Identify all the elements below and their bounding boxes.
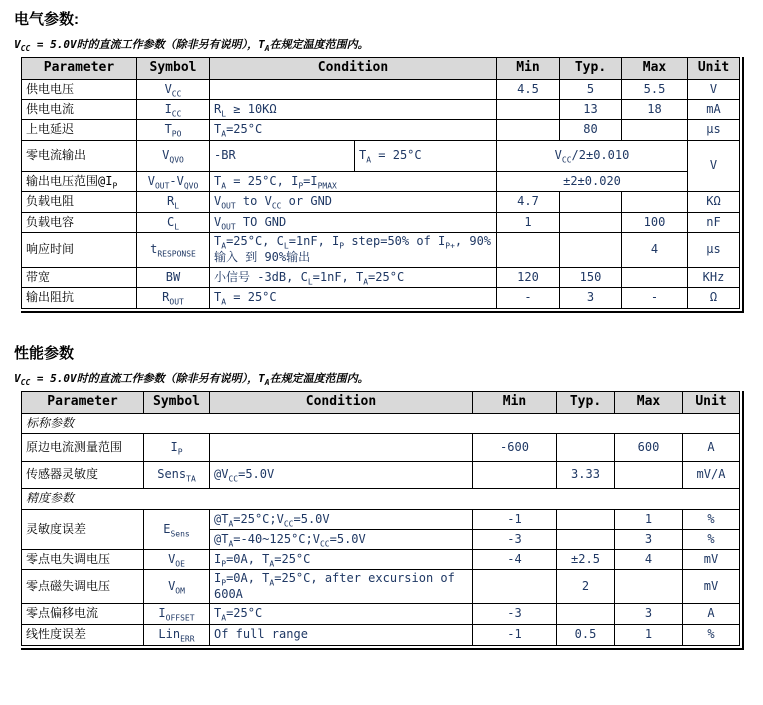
- max-cell: [615, 462, 683, 489]
- symbol-cell: Sens$_{TA}$: [144, 462, 210, 489]
- condition-cell: $R_L \ge 10K\Omega$: [210, 100, 497, 120]
- min-cell: -3: [473, 604, 557, 625]
- condition-cell: $T_A = 25^\circ C$: [355, 141, 497, 172]
- col-header-typ: Typ.: [560, 58, 622, 80]
- subsection-label: 标称参数: [22, 414, 740, 434]
- symbol-cell: $R_L$: [137, 192, 210, 213]
- table-header-row: [22, 392, 740, 414]
- min-cell: [497, 100, 560, 120]
- param-cell: 供电电流: [22, 100, 137, 120]
- max-cell: 5.5: [622, 80, 688, 100]
- table-row: [22, 268, 740, 288]
- symbol-cell: $I_{OFFSET}$: [144, 604, 210, 625]
- table-row: [22, 604, 740, 625]
- param-cell: 原边电流测量范围: [22, 434, 144, 462]
- condition-cell: $@T_A=-40\sim 125^\circ C;V_{CC}=5.0V$: [210, 530, 473, 550]
- condition-cell: $@V_{CC}=5.0V$: [210, 462, 473, 489]
- min-cell: [497, 120, 560, 141]
- section-subtitle-electrical: $V_{CC} = 5.0V$时的直流工作参数（除非另有说明），$T_A$在规定温度范围内。: [14, 38, 369, 54]
- param-cell: 输出电压范围$@I_P$: [22, 172, 137, 192]
- max-cell: [622, 192, 688, 213]
- table-row: [22, 100, 740, 120]
- col-header-min: Min: [497, 58, 560, 80]
- max-cell: [622, 120, 688, 141]
- param-cell: 输出阻抗: [22, 288, 137, 309]
- param-cell: 响应时间: [22, 233, 137, 268]
- max-cell: -: [622, 288, 688, 309]
- max-cell: [622, 268, 688, 288]
- col-header-symbol: Symbol: [137, 58, 210, 80]
- table-row: [22, 570, 740, 604]
- max-cell: 1: [615, 625, 683, 646]
- param-cell: 上电延迟: [22, 120, 137, 141]
- subsection-row-nominal: [22, 414, 740, 434]
- performance-parameters-table: [21, 391, 740, 646]
- table-row: [22, 625, 740, 646]
- min-cell: -: [497, 288, 560, 309]
- symbol-cell: $I_{CC}$: [137, 100, 210, 120]
- typ-cell: 3.33: [557, 462, 615, 489]
- unit-cell: Ω: [688, 288, 740, 309]
- unit-cell: mV: [683, 550, 740, 570]
- condition-cell: $V_{OUT}$ TO GND: [210, 213, 497, 233]
- unit-cell: V: [688, 80, 740, 100]
- typ-cell: 0.5: [557, 625, 615, 646]
- symbol-cell: BW: [137, 268, 210, 288]
- min-cell: -1: [473, 510, 557, 530]
- condition-cell: $T_A = 25^\circ C$: [210, 288, 497, 309]
- electrical-parameters-table: [21, 57, 740, 309]
- typ-cell: 13: [560, 100, 622, 120]
- typ-cell: 2: [557, 570, 615, 604]
- symbol-cell: Lin$_{ERR}$: [144, 625, 210, 646]
- symbol-cell: $t_{RESPONSE}$: [137, 233, 210, 268]
- min-cell: [473, 462, 557, 489]
- typ-cell: [557, 604, 615, 625]
- table-row: [22, 120, 740, 141]
- condition-cell: Of full range: [210, 625, 473, 646]
- typ-cell: 150: [560, 268, 622, 288]
- symbol-cell: $R_{OUT}$: [137, 288, 210, 309]
- param-cell: 负载电容: [22, 213, 137, 233]
- table-row: [22, 550, 740, 570]
- col-header-typ: Typ.: [557, 392, 615, 414]
- unit-cell: A: [683, 604, 740, 625]
- param-cell: 零点电失调电压: [22, 550, 144, 570]
- unit-cell: V: [688, 141, 740, 192]
- min-cell: -3: [473, 530, 557, 550]
- table-row: [22, 192, 740, 213]
- unit-cell: µs: [688, 233, 740, 268]
- max-cell: 1: [615, 510, 683, 530]
- param-cell: 供电电压: [22, 80, 137, 100]
- condition-cell: $@T_A=25^\circ C;V_{CC}=5.0V$: [210, 510, 473, 530]
- col-header-unit: Unit: [683, 392, 740, 414]
- param-cell: 灵敏度误差: [22, 510, 144, 550]
- min-cell: 1: [497, 213, 560, 233]
- col-header-condition: Condition: [210, 58, 497, 80]
- max-cell: 3: [615, 530, 683, 550]
- col-header-max: Max: [622, 58, 688, 80]
- unit-cell: mV: [683, 570, 740, 604]
- param-cell: 线性度误差: [22, 625, 144, 646]
- typ-cell: [560, 233, 622, 268]
- symbol-cell: $I_P$: [144, 434, 210, 462]
- param-cell: 传感器灵敏度: [22, 462, 144, 489]
- max-cell: 100: [622, 213, 688, 233]
- unit-cell: %: [683, 530, 740, 550]
- table-header-row: [22, 58, 740, 80]
- symbol-cell: $V_{OUT}-V_{QVO}$: [137, 172, 210, 192]
- unit-cell: mV/A: [683, 462, 740, 489]
- electrical-parameters-table-wrapper: [21, 57, 744, 313]
- min-cell: 120: [497, 268, 560, 288]
- condition-cell: $I_P=0A$, $T_A=25^\circ C$, after excursion of 600A: [210, 570, 473, 604]
- param-cell: 零点磁失调电压: [22, 570, 144, 604]
- typ-cell: [557, 434, 615, 462]
- min-cell: 4.7: [497, 192, 560, 213]
- max-cell: 4: [622, 233, 688, 268]
- unit-cell: mA: [688, 100, 740, 120]
- condition-cell: $T_A=25^\circ C$: [210, 120, 497, 141]
- col-header-parameter: Parameter: [22, 58, 137, 80]
- table-row: [22, 80, 740, 100]
- condition-cell: $T_A=25^\circ C$, $C_L=1nF$, $I_P$ step=50% of $I_{P+}$, 90% 输入 到 90%输出: [210, 233, 497, 268]
- condition-cell: $V_{OUT}$ to $V_{CC}$ or GND: [210, 192, 497, 213]
- table-row: [22, 462, 740, 489]
- min-cell: [497, 233, 560, 268]
- table-row: [22, 434, 740, 462]
- unit-cell: nF: [688, 213, 740, 233]
- condition-cell: $T_A=25^\circ C$: [210, 604, 473, 625]
- condition-cell: [210, 80, 497, 100]
- unit-cell: A: [683, 434, 740, 462]
- col-header-symbol: Symbol: [144, 392, 210, 414]
- min-cell: -600: [473, 434, 557, 462]
- param-cell: 零点偏移电流: [22, 604, 144, 625]
- condition-cell: [210, 434, 473, 462]
- col-header-condition: Condition: [210, 392, 473, 414]
- typ-cell: [560, 213, 622, 233]
- min-cell: [473, 570, 557, 604]
- param-cell: 带宽: [22, 268, 137, 288]
- symbol-cell: $V_{OE}$: [144, 550, 210, 570]
- table-row: [22, 233, 740, 268]
- max-cell: 18: [622, 100, 688, 120]
- typ-cell: [557, 510, 615, 530]
- typ-cell: 5: [560, 80, 622, 100]
- condition-cell: $I_P=0A$, $T_A=25^\circ C$: [210, 550, 473, 570]
- symbol-cell: $T_{PO}$: [137, 120, 210, 141]
- unit-cell: µs: [688, 120, 740, 141]
- symbol-cell: $E_{Sens}$: [144, 510, 210, 550]
- typ-cell: [557, 530, 615, 550]
- col-header-max: Max: [615, 392, 683, 414]
- col-header-min: Min: [473, 392, 557, 414]
- condition-cell: $T_A = 25^\circ C$, $I_P=I_{PMAX}$: [210, 172, 497, 192]
- merged-value-cell: ±2±0.020: [497, 172, 688, 192]
- condition-cell: -BR: [210, 141, 355, 172]
- col-header-unit: Unit: [688, 58, 740, 80]
- unit-cell: KHz: [688, 268, 740, 288]
- max-cell: 4: [615, 550, 683, 570]
- merged-value-cell: $V_{CC}/2\pm 0.010$: [497, 141, 688, 172]
- col-header-parameter: Parameter: [22, 392, 144, 414]
- section-title-performance: 性能参数: [14, 345, 75, 362]
- unit-cell: %: [683, 625, 740, 646]
- symbol-cell: $V_{QVO}$: [137, 141, 210, 172]
- performance-parameters-table-wrapper: [21, 391, 744, 650]
- subsection-row-accuracy: [22, 489, 740, 510]
- section-subtitle-performance: $V_{CC} = 5.0V$时的直流工作参数（除非另有说明），$T_A$在规定温度范围内。: [14, 372, 369, 388]
- table-row: [22, 141, 740, 172]
- max-cell: 600: [615, 434, 683, 462]
- min-cell: 4.5: [497, 80, 560, 100]
- max-cell: [615, 570, 683, 604]
- table-row: [22, 288, 740, 309]
- typ-cell: 3: [560, 288, 622, 309]
- condition-cell: 小信号 -3dB, $C_L=1nF$, $T_A=25^\circ C$: [210, 268, 497, 288]
- typ-cell: [560, 192, 622, 213]
- table-row: [22, 510, 740, 530]
- subsection-label: 精度参数: [22, 489, 740, 510]
- symbol-cell: $V_{CC}$: [137, 80, 210, 100]
- min-cell: -1: [473, 625, 557, 646]
- symbol-cell: $C_L$: [137, 213, 210, 233]
- param-cell: 零电流输出: [22, 141, 137, 172]
- unit-cell: %: [683, 510, 740, 530]
- table-row: [22, 172, 740, 192]
- param-cell: 负载电阻: [22, 192, 137, 213]
- max-cell: 3: [615, 604, 683, 625]
- table-row: [22, 213, 740, 233]
- typ-cell: ±2.5: [557, 550, 615, 570]
- unit-cell: KΩ: [688, 192, 740, 213]
- section-title-electrical: 电气参数:: [14, 11, 79, 28]
- min-cell: -4: [473, 550, 557, 570]
- symbol-cell: $V_{OM}$: [144, 570, 210, 604]
- typ-cell: 80: [560, 120, 622, 141]
